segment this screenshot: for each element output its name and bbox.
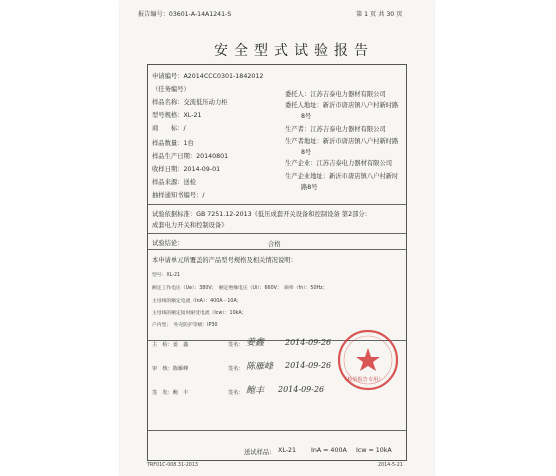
divider-line <box>148 249 406 250</box>
coverage-ip: 户内型； 外壳防护等级：IP30 <box>152 323 218 328</box>
form-date: 2014-5-21 <box>378 463 403 468</box>
signature-date: 2014-09-26 <box>278 385 325 394</box>
official-seal <box>335 327 401 393</box>
sampling-notice: 抽样通知书编号：/ <box>152 192 205 199</box>
factory-address: 生产企业地址：新沂市唐店镇八户村新时 <box>285 173 399 180</box>
reviewer: 审 核：陈雁峰 <box>152 366 189 372</box>
producer-name: 生产者：江苏吉泰电力器材有限公司 <box>285 126 386 133</box>
report-frame <box>147 64 407 461</box>
model-spec: 型号规格：XL-21 <box>152 112 202 119</box>
tested-sample-ina: InA = 400A <box>311 447 347 454</box>
production-date: 样品生产日期：20140801 <box>152 153 229 160</box>
tested-sample-label: 送试样品： <box>244 449 276 456</box>
report-title: 安全型式试验报告 <box>214 43 374 59</box>
sample-quantity: 样品数量：1台 <box>152 140 194 147</box>
conclusion-label: 试验结论： <box>152 240 184 247</box>
page-info: 第 1 页 共 30 页 <box>356 11 403 18</box>
report-number: 报告编号：03601-A-14A1241-S <box>138 11 232 18</box>
form-code: TRF01C-008.31-2013 <box>147 463 198 468</box>
client-name: 委托人：江苏吉泰电力器材有限公司 <box>285 91 386 98</box>
handwritten-signature: 陈雁峰 <box>246 362 274 372</box>
client-address: 委托人地址：新沂市唐店镇八户村新时路 <box>285 102 399 109</box>
factory-address-cont: 路8号 <box>301 184 318 191</box>
tested-sample-icw: Icw = 10kA <box>356 447 392 454</box>
handwritten-signature: 姜鑫 <box>246 338 265 348</box>
coverage-heading: 本申请单元所覆盖的产品型号规格及相关情况说明： <box>152 257 297 264</box>
chief-inspector: 主 检：姜 鑫 <box>152 342 189 348</box>
divider-line <box>148 430 406 431</box>
signature-label: 签名： <box>228 366 244 372</box>
coverage-model: 型号：XL-21 <box>152 273 181 278</box>
signature-date: 2014-09-26 <box>285 338 332 347</box>
coverage-busbar-current: 主母线的额定电流（InA）：400A－10A； <box>152 299 242 304</box>
stamp-text: （检验报告专用） <box>342 377 384 383</box>
test-basis: 试验依据标准：GB 7251.12-2013《低压成套开关设备和控制设备 第2部分： <box>152 211 371 218</box>
sample-name: 样品名称：交流低压动力柜 <box>152 99 228 106</box>
signature-label: 签名： <box>228 390 244 396</box>
receipt-date: 收样日期：2014-09-01 <box>152 166 221 173</box>
coverage-ratings: 额定工作电压（Ue）：380V； 额定绝缘电压（Ui）：660V； 频率（fn）：50Hz； <box>152 286 328 291</box>
issuer: 签 发：鲍 丰 <box>152 390 189 396</box>
stamp-icon <box>335 327 401 393</box>
producer-address: 生产者地址：新沂市唐店镇八户村新时路 <box>285 138 399 145</box>
conclusion-result: 合格 <box>268 241 281 248</box>
handwritten-signature: 鲍丰 <box>246 386 265 396</box>
signature-date: 2014-09-26 <box>285 361 332 370</box>
report-sheet <box>120 0 434 476</box>
test-basis-cont: 成套电力开关和控制设备》 <box>152 222 228 229</box>
factory-name: 生产企业：江苏吉泰电力器材有限公司 <box>285 160 393 167</box>
client-address-cont: 8号 <box>301 113 312 120</box>
task-number: （任务编号） <box>152 86 190 93</box>
divider-line <box>148 233 406 234</box>
tested-sample-model: XL-21 <box>278 447 296 454</box>
producer-address-cont: 8号 <box>301 149 312 156</box>
sample-source: 样品来源：送检 <box>152 179 197 186</box>
coverage-short-time: 主母线的额定短时耐受电流（Icw）：10kA； <box>152 311 247 316</box>
signature-label: 签名： <box>228 342 244 348</box>
app-number: 申请编号：A2014CCC0301-1842012 <box>152 73 264 80</box>
divider-line <box>148 204 406 205</box>
trademark: 商 标：/ <box>152 125 186 132</box>
